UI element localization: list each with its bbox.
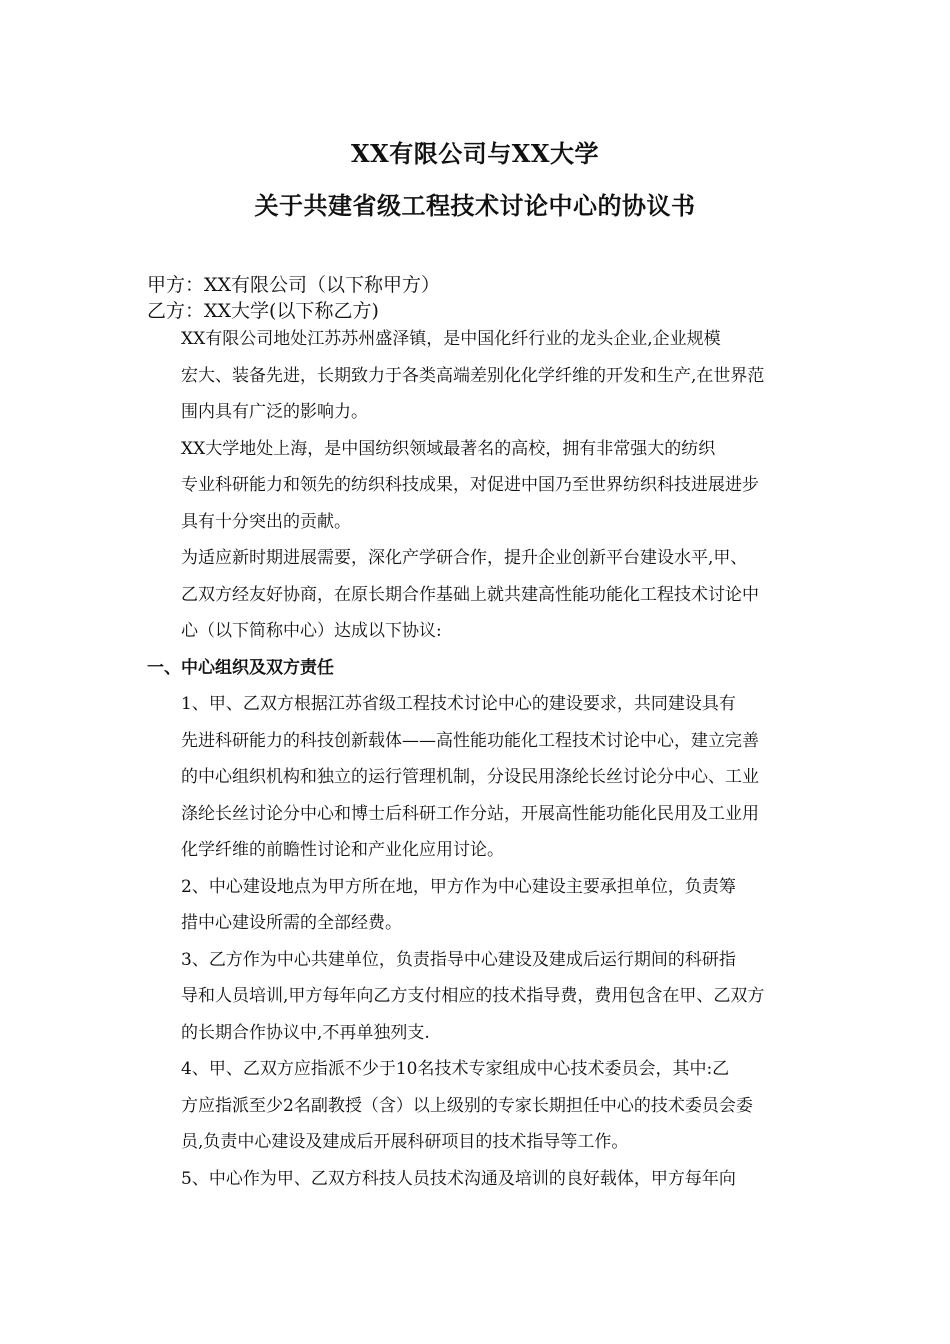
text-line: 宏大、装备先进，长期致力于各类高端差别化化学纤维的开发和生产,在世界范: [181, 365, 765, 386]
text-line: XX有限公司地处江苏苏州盛泽镇，是中国化纤行业的龙头企业,企业规模: [181, 329, 721, 349]
text-line: 化学纤维的前瞻性讨论和产业化应用讨论。: [181, 840, 504, 860]
clause-1: [147, 686, 807, 869]
text-line: 围内具有广泛的影响力。: [181, 402, 368, 422]
section-heading: 一、中心组织及双方责任: [147, 657, 334, 678]
clause-3: [147, 942, 807, 1052]
text-line: 先进科研能力的科技创新载体——高性能功能化工程技术讨论中心，建立完善: [181, 730, 759, 751]
text-line: 心（以下简称中心）达成以下协议:: [181, 621, 442, 641]
text-line: 2、中心建设地点为甲方所在地，甲方作为中心建设主要承担单位，负责筹: [181, 876, 736, 897]
text-line: 员,负责中心建设及建成后开展科研项目的技术指导等工作。: [181, 1132, 629, 1152]
document-title-line1: XX有限公司与XX大学: [351, 139, 599, 168]
party-a-line: 甲方：XX有限公司（以下称甲方）: [147, 274, 441, 296]
text-line: 5、中心作为甲、乙双方科技人员技术沟通及培训的良好载体，甲方每年向: [181, 1168, 736, 1189]
text-line: 1、甲、乙双方根据江苏省级工程技术讨论中心的建设要求，共同建设具有: [181, 694, 736, 714]
document-body: [147, 321, 807, 1197]
document-title-line2: 关于共建省级工程技术讨论中心的协议书: [254, 191, 696, 220]
text-line: 4、甲、乙双方应指派不少于10名技术专家组成中心技术委员会，其中:乙: [181, 1059, 730, 1079]
intro-paragraph-agreement: [147, 540, 807, 650]
text-line: 乙双方经友好协商，在原长期合作基础上就共建高性能功能化工程技术讨论中: [181, 584, 759, 605]
clause-2: [147, 869, 807, 942]
text-line: 措中心建设所需的全部经费。: [181, 913, 402, 933]
text-line: 的长期合作协议中,不再单独列支.: [181, 1022, 430, 1043]
text-line: 导和人员培训,甲方每年向乙方支付相应的技术指导费，费用包含在甲、乙双方: [181, 986, 765, 1006]
text-line: 的中心组织机构和独立的运行管理机制，分设民用涤纶长丝讨论分中心、工业: [181, 767, 759, 787]
text-line: 方应指派至少2名副教授（含）以上级别的专家长期担任中心的技术委员会委: [181, 1095, 753, 1116]
text-line: 具有十分突出的贡献。: [181, 511, 351, 532]
text-line: 为适应新时期进展需要，深化产学研合作，提升企业创新平台建设水平,甲、: [181, 548, 748, 568]
clause-5: [147, 1161, 807, 1198]
party-b-line: 乙方：XX大学(以下称乙方): [147, 300, 379, 322]
clause-4: [147, 1051, 807, 1161]
text-line: 专业科研能力和领先的纺织科技成果，对促进中国乃至世界纺织科技进展进步: [181, 475, 759, 495]
text-line: 涤纶长丝讨论分中心和博士后科研工作分站，开展高性能功能化民用及工业用: [181, 803, 759, 824]
text-line: XX大学地处上海，是中国纺织领域最著名的高校，拥有非常强大的纺织: [181, 438, 716, 459]
text-line: 3、乙方作为中心共建单位，负责指导中心建设及建成后运行期间的科研指: [181, 949, 736, 970]
intro-paragraph-company: [147, 321, 807, 431]
intro-paragraph-university: [147, 431, 807, 541]
